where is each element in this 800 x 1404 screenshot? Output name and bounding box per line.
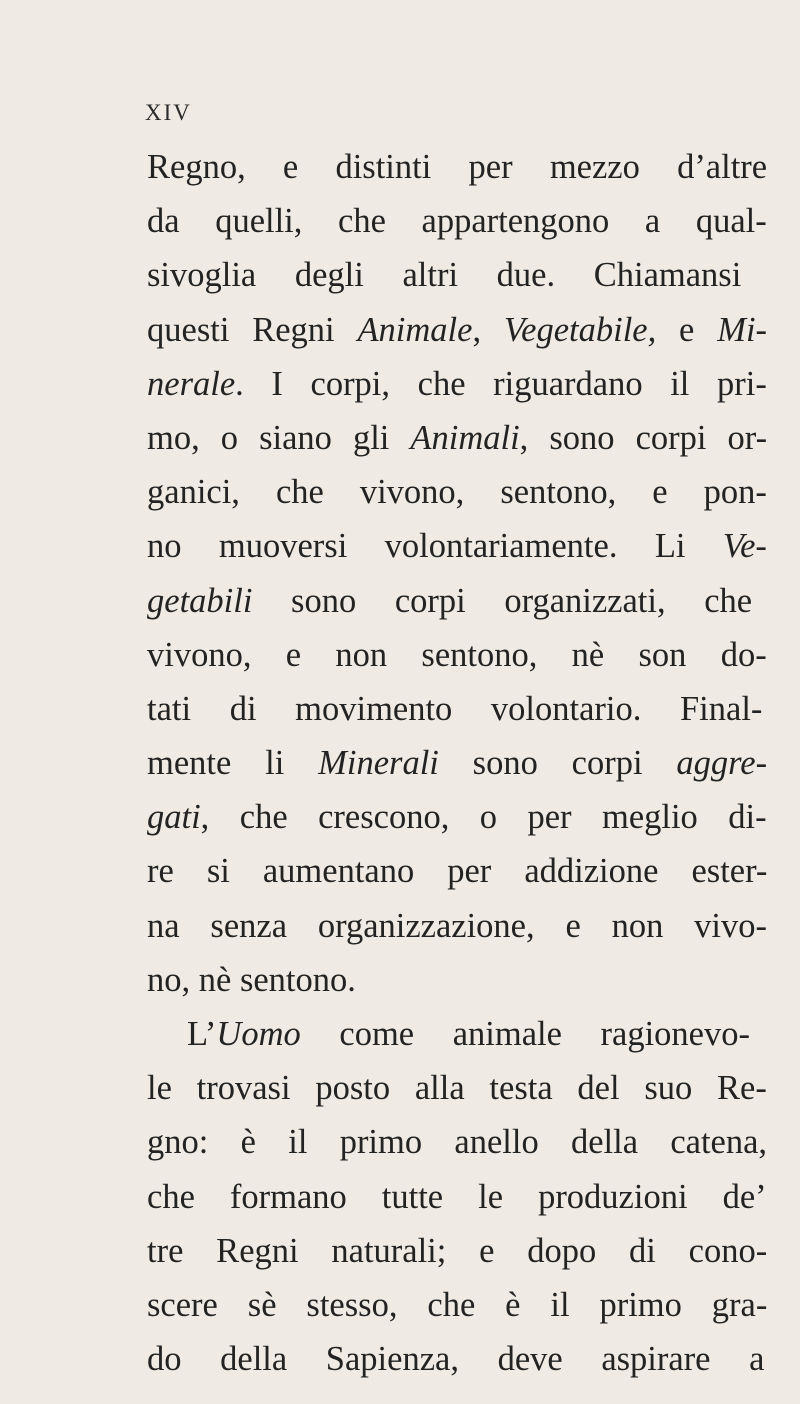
text-run: tati di movimento volontario. Final- bbox=[147, 689, 763, 728]
italic-term: Animale bbox=[357, 310, 473, 349]
page-number: XIV bbox=[145, 100, 192, 125]
text-run: no muoversi volontariamente. Li bbox=[147, 527, 723, 566]
italic-term: aggre- bbox=[676, 744, 768, 783]
text-line bbox=[147, 303, 767, 357]
text-line bbox=[147, 844, 767, 898]
text-line bbox=[147, 953, 767, 1007]
text-line bbox=[147, 357, 767, 411]
text-run: come animale ragionevo- bbox=[300, 1015, 750, 1053]
text-line bbox=[147, 248, 767, 302]
text-line bbox=[147, 790, 767, 844]
text-run: da quelli, che appartengono a qual- bbox=[147, 202, 767, 241]
text-run: Regno, e distinti per mezzo d’altre bbox=[147, 148, 768, 186]
text-run: , sono corpi or- bbox=[519, 418, 768, 457]
text-run: sono corpi bbox=[438, 744, 677, 783]
text-run: gno: è il primo anello della catena, bbox=[147, 1123, 768, 1162]
text-run: na senza organizzazione, e non vivo- bbox=[147, 906, 767, 945]
text-run: scere sè stesso, che è il primo gra- bbox=[147, 1285, 768, 1324]
text-line bbox=[147, 1007, 767, 1061]
text-line bbox=[147, 574, 767, 628]
text-run: questi Regni bbox=[147, 310, 358, 349]
italic-term: getabili bbox=[147, 581, 253, 620]
text-run: le trovasi posto alla testa del suo Re- bbox=[147, 1069, 767, 1108]
body-text bbox=[147, 140, 767, 1386]
text-line bbox=[147, 194, 767, 248]
text-line bbox=[147, 140, 767, 194]
text-run: , bbox=[472, 310, 504, 349]
text-line bbox=[147, 736, 767, 790]
text-run: e bbox=[656, 310, 718, 349]
italic-term: Ve- bbox=[722, 527, 767, 566]
text-run: mo, o siano gli bbox=[147, 418, 411, 457]
text-run: L’ bbox=[187, 1015, 217, 1053]
text-line bbox=[147, 682, 767, 736]
text-line bbox=[147, 1061, 767, 1115]
text-run: tre Regni naturali; e dopo di cono- bbox=[147, 1231, 768, 1270]
italic-term: Animali bbox=[410, 418, 520, 457]
text-line bbox=[147, 1278, 767, 1332]
text-run: . I corpi, che riguardano il pri- bbox=[235, 364, 767, 403]
text-run: mente li bbox=[147, 744, 319, 783]
text-run: che formano tutte le produzioni de’ bbox=[147, 1177, 767, 1216]
text-run: sivoglia degli altri due. Chiamansi bbox=[147, 256, 742, 295]
text-line bbox=[147, 628, 767, 682]
text-run: , che crescono, o per meglio di- bbox=[200, 798, 767, 837]
text-line bbox=[147, 411, 767, 465]
text-line bbox=[147, 1224, 767, 1278]
text-line bbox=[147, 1332, 767, 1386]
text-line bbox=[147, 519, 767, 573]
italic-term: Vegetabile, bbox=[503, 310, 657, 349]
text-line bbox=[147, 465, 767, 519]
text-run: no, nè sentono. bbox=[147, 960, 356, 999]
text-line bbox=[147, 1170, 767, 1224]
italic-term: nerale bbox=[147, 364, 236, 403]
text-run: sono corpi organizzati, che bbox=[252, 581, 753, 620]
italic-term: Uomo bbox=[216, 1015, 301, 1053]
italic-term: gati bbox=[147, 798, 201, 837]
text-line bbox=[147, 899, 767, 953]
italic-term: Minerali bbox=[318, 744, 439, 783]
text-run: ganici, che vivono, sentono, e pon- bbox=[147, 473, 767, 512]
italic-term: Mi- bbox=[717, 310, 768, 349]
text-run: re si aumentano per addizione ester- bbox=[147, 852, 768, 891]
text-line bbox=[147, 1115, 767, 1169]
text-run: do della Sapienza, deve aspirare a bbox=[147, 1340, 765, 1379]
text-run: vivono, e non sentono, nè son do- bbox=[147, 635, 767, 674]
